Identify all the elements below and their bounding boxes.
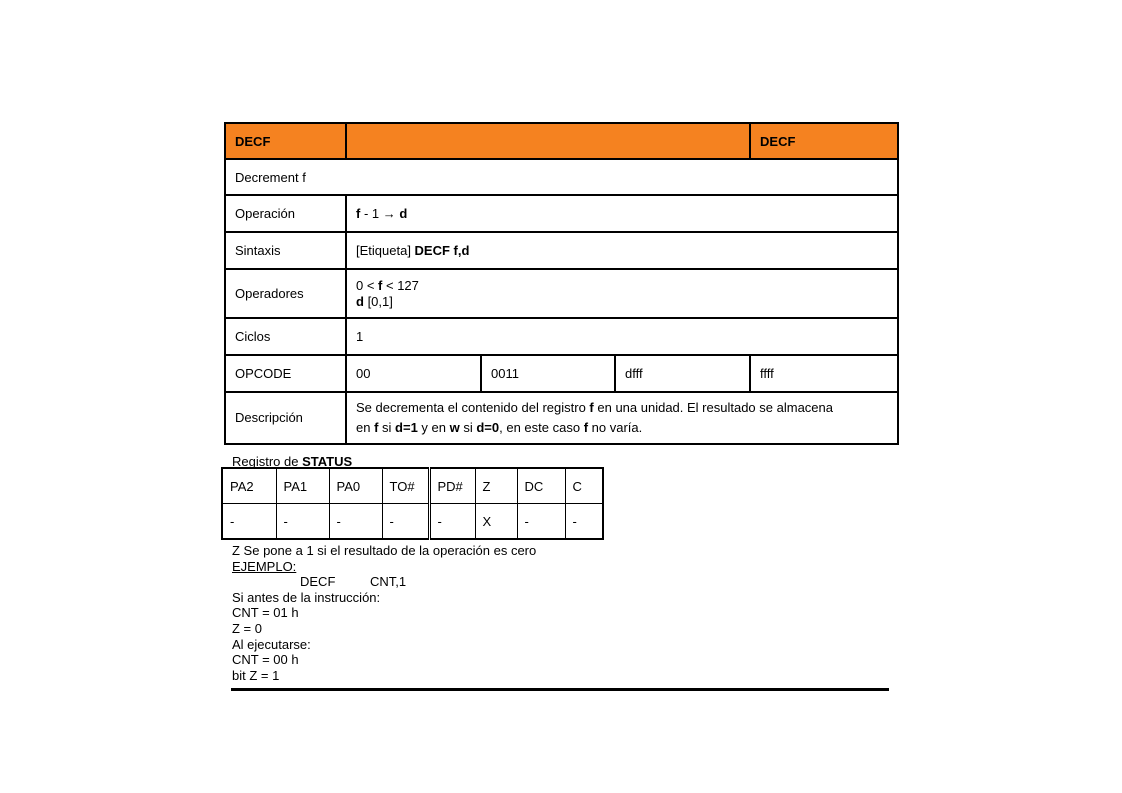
example-cnt-after: CNT = 00 h (232, 652, 299, 668)
example-cnt-before: CNT = 01 h (232, 605, 299, 621)
ciclos-value: 1 (346, 318, 898, 355)
instruction-subtitle: Decrement f (225, 159, 898, 195)
descripcion-label: Descripción (225, 392, 346, 444)
status-value: X (475, 504, 517, 540)
description-line-2: en f si d=1 y en w si d=0, en este caso f no varía. (356, 420, 643, 435)
mnemonic-right: DECF (750, 123, 898, 159)
sintaxis-row (225, 232, 898, 269)
status-values-row (222, 504, 603, 540)
example-heading: EJEMPLO: (232, 558, 297, 574)
status-bit: PD# (429, 468, 475, 504)
status-register-table (221, 467, 604, 540)
status-value: - (429, 504, 475, 540)
status-value: - (329, 504, 382, 540)
status-bit: PA0 (329, 468, 382, 504)
operand-f: f (356, 206, 361, 221)
status-bit: PA2 (222, 468, 276, 504)
status-value: - (222, 504, 276, 540)
syntax-prefix: [Etiqueta] (356, 243, 415, 258)
opcode-row (225, 355, 898, 392)
opcode-label: OPCODE (225, 355, 346, 392)
example-notes (232, 543, 536, 683)
descripcion-row (225, 392, 898, 444)
sintaxis-label: Sintaxis (225, 232, 346, 269)
example-after-label: Al ejecutarse: (232, 636, 311, 652)
example-opcode: DECF (300, 574, 336, 590)
operadores-label: Operadores (225, 269, 346, 318)
example-z-before: Z = 0 (232, 620, 262, 636)
status-value: - (276, 504, 329, 540)
status-bit: C (565, 468, 603, 504)
ciclos-row (225, 318, 898, 355)
example-before-label: Si antes de la instrucción: (232, 589, 381, 605)
operacion-row (225, 195, 898, 232)
status-bit: Z (475, 468, 517, 504)
opcode-field: 0011 (481, 355, 615, 392)
description-line-1: Se decrementa el contenido del registro f en una unidad. El resultado se almacena (356, 400, 833, 415)
example-bit-z: bit Z = 1 (232, 667, 280, 683)
ciclos-label: Ciclos (225, 318, 346, 355)
status-bit: DC (517, 468, 565, 504)
operadores-row (225, 269, 898, 318)
opcode-field: dfff (615, 355, 750, 392)
operand-range-d: d [0,1] (356, 293, 393, 309)
status-value: - (517, 504, 565, 540)
status-bit: TO# (382, 468, 429, 504)
opcode-field: ffff (750, 355, 898, 392)
z-flag-note: Z Se pone a 1 si el resultado de la operación es cero (232, 543, 537, 558)
operand-d: d (399, 206, 408, 221)
operacion-value (346, 195, 898, 232)
operacion-label: Operación (225, 195, 346, 232)
descripcion-value (346, 392, 898, 444)
status-bit: PA1 (276, 468, 329, 504)
status-value: - (382, 504, 429, 540)
operadores-value (346, 269, 898, 318)
mnemonic-left: DECF (225, 123, 346, 159)
status-value: - (565, 504, 603, 540)
syntax-instruction: DECF f,d (414, 243, 470, 258)
header-row (225, 123, 898, 159)
subtitle-row (225, 159, 898, 195)
header-blank (346, 123, 750, 159)
sintaxis-value (346, 232, 898, 269)
status-bits-row (222, 468, 603, 504)
example-code-line (232, 574, 536, 590)
bottom-rule (231, 688, 889, 691)
example-args: CNT,1 (370, 574, 407, 590)
status-register-title: Registro de STATUS (232, 454, 353, 469)
opcode-field: 00 (346, 355, 481, 392)
instruction-table (224, 122, 899, 445)
operand-range-f: 0 < f < 127 (356, 277, 419, 293)
operation-text: - 1 → (360, 206, 400, 221)
